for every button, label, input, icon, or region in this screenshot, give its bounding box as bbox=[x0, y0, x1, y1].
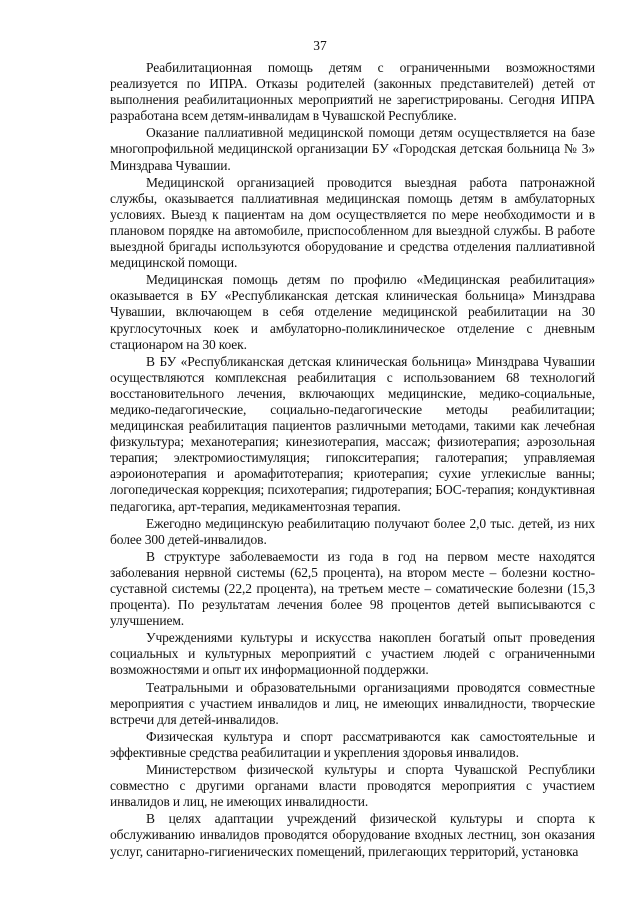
paragraph: Медицинской организацией проводится выездная работа патронажной службы, оказывается паллиативная медицинская помощь детям в амбулаторных условиях. Выезд к пациентам на дом осуществляется по мере необходимости и в плановом порядке на автомобиле, приспособленном для выездной службы. В работе выездной бригады используются оборудование и средства отделения паллиативной медицинской помощи. bbox=[110, 174, 595, 271]
paragraph: Оказание паллиативной медицинской помощи детям осуществляется на базе многопрофильной медицинской организации БУ «Городская детская больница № 3» Минздрава Чувашии. bbox=[110, 125, 595, 173]
paragraph: В БУ «Республиканская детская клиническая больница» Минздрава Чувашии осуществляются комплексная реабилитация с использованием 68 технологий восстановительного лечения, включающих медицинские, медико-социальные, медико-педагогические, социально-педагогические методы реабилитации; медицинская реабилитация пациентов различными методами, такими как лечебная физкультура; механотерапия; кинезиотерапия, массаж; физиотерапия; аэрозольная терапия; электромиостимуляция; гипокситерапия; галотерапия; управляемая аэроионотерапия и аромафитотерапия; криотерапия; сухие углекислые ванны; логопедическая коррекция; психотерапия; гидротерапия; БОС-терапия; кондуктивная педагогика, арт-терапия, медикаментозная терапия. bbox=[110, 353, 595, 514]
paragraph: Театральными и образовательными организациями проводятся совместные мероприятия с участием инвалидов и лиц, не имеющих инвалидности, творческие встречи для детей-инвалидов. bbox=[110, 679, 595, 727]
paragraph: В целях адаптации учреждений физической культуры и спорта к обслуживанию инвалидов проводятся оборудование входных лестниц, зон оказания услуг, санитарно-гигиенических помещений, прилегающих территорий, установка bbox=[110, 811, 595, 859]
paragraph: Медицинская помощь детям по профилю «Медицинская реабилитация» оказывается в БУ «Республиканская детская клиническая больница» Минздрава Чувашии, включающем в себя отделение медицинской реабилитации на 30 круглосуточных коек и амбулаторно-поликлиническое отделение с дневным стационаром на 30 коек. bbox=[110, 272, 595, 352]
paragraph: Физическая культура и спорт рассматриваются как самостоятельные и эффективные средства реабилитации и укрепления здоровья инвалидов. bbox=[110, 728, 595, 760]
paragraph: Министерством физической культуры и спорта Чувашской Республики совместно с другими органами власти проводятся мероприятия с участием инвалидов и лиц, не имеющих инвалидности. bbox=[110, 762, 595, 810]
paragraph: В структуре заболеваемости из года в год на первом месте находятся заболевания нервной системы (62,5 процента), на втором месте – болезни костно-суставной системы (22,2 процента), на третьем месте – соматические болезни (15,3 процента). По результатам лечения более 98 процентов детей выписываются с улучшением. bbox=[110, 548, 595, 629]
page-number: 37 bbox=[313, 38, 327, 53]
paragraph: Учреждениями культуры и искусства накоплен богатый опыт проведения социальных и культурных мероприятий с участием людей с ограниченными возможностями и опыт их информационной поддержки. bbox=[110, 630, 595, 678]
paragraph: Реабилитационная помощь детям с ограниченными возможностями реализуется по ИПРА. Отказы родителей (законных представителей) детей от выполнения реабилитационных мероприятий не зарегистрированы. Сегодня ИПРА разработана всем детям-инвалидам в Чувашской Республике. bbox=[110, 60, 595, 124]
document-body bbox=[110, 60, 595, 861]
paragraph: Ежегодно медицинскую реабилитацию получают более 2,0 тыс. детей, из них более 300 детей-инвалидов. bbox=[110, 515, 595, 547]
